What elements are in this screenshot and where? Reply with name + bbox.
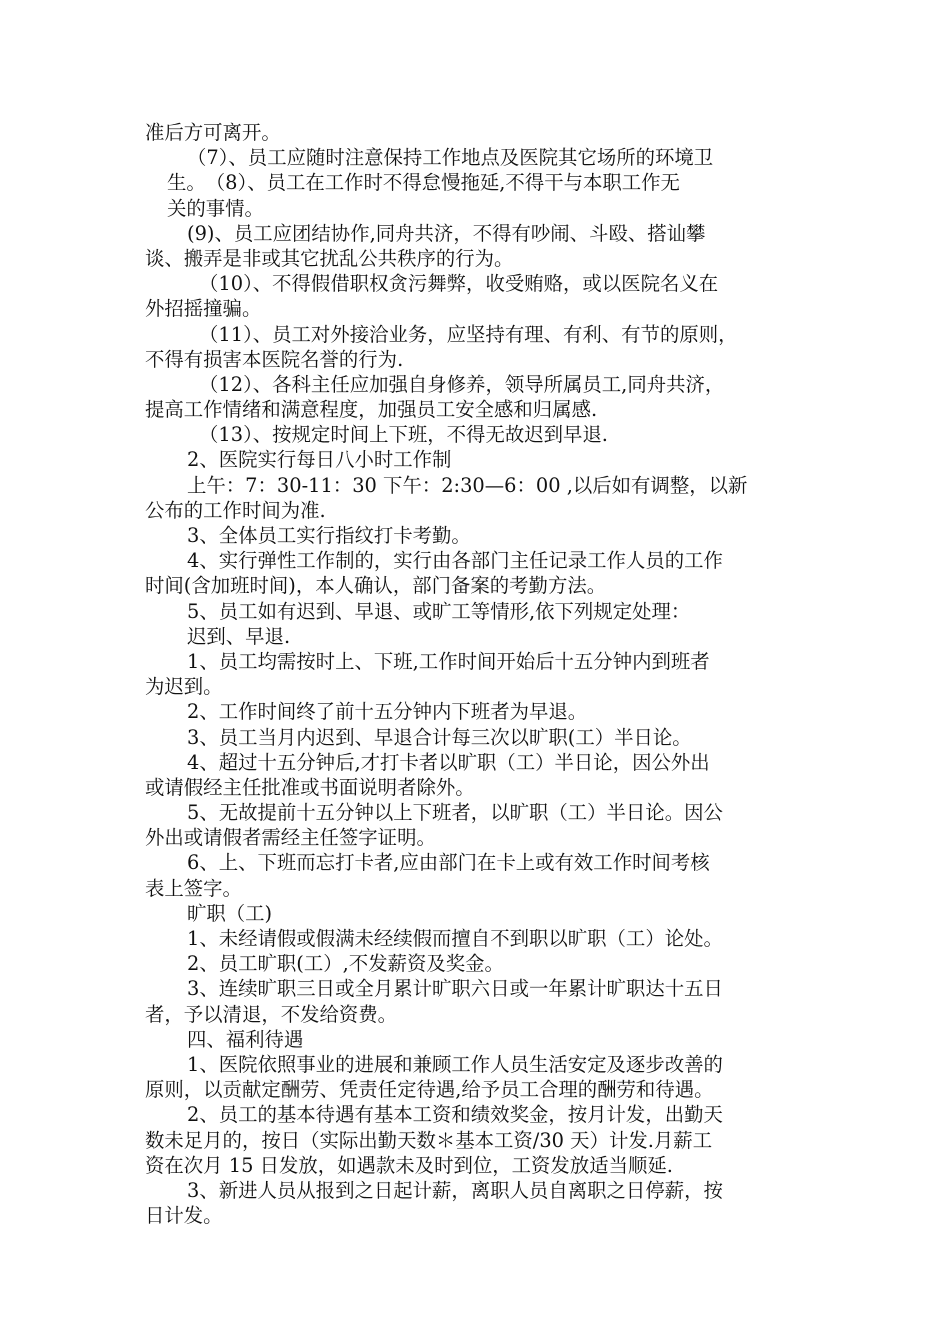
text-line: 2、员工旷职(工）,不发薪资及奖金。 bbox=[187, 952, 504, 976]
text-line: 不得有损害本医院名誉的行为. bbox=[145, 347, 404, 371]
text-line: 2、工作时间终了前十五分钟内下班者为早退。 bbox=[187, 700, 588, 724]
text-line: 者，予以清退，不发给资费。 bbox=[145, 1002, 398, 1026]
text-line: 数未足月的，按日（实际出勤天数＊基本工资/30 天）计发.月薪工 bbox=[145, 1128, 713, 1152]
text-line: 4、超过十五分钟后,才打卡者以旷职（工）半日论，因公外出 bbox=[187, 750, 710, 774]
text-line: 资在次月 15 日发放，如遇款未及时到位，工资发放适当顺延. bbox=[145, 1153, 673, 1177]
text-line: 时间(含加班时间)，本人确认，部门备案的考勤方法。 bbox=[145, 574, 607, 598]
text-line: 6、上、下班而忘打卡者,应由部门在卡上或有效工作时间考核 bbox=[187, 851, 710, 875]
text-line: 2、医院实行每日八小时工作制 bbox=[187, 448, 452, 472]
text-line: 4、实行弹性工作制的，实行由各部门主任记录工作人员的工作 bbox=[187, 549, 723, 573]
text-line: 谈、搬弄是非或其它扰乱公共秩序的行为。 bbox=[145, 246, 514, 270]
text-line: 生。 （8）、员工在工作时不得怠慢拖延,不得干与本职工作无 bbox=[167, 171, 680, 195]
text-line: （11）、员工对外接洽业务，应坚持有理、有利、有节的原则， bbox=[199, 322, 738, 346]
text-line: 准后方可离开。 bbox=[145, 121, 281, 144]
text-line: 5、无故提前十五分钟以上下班者，以旷职（工）半日论。因公 bbox=[187, 801, 723, 825]
text-line: 5、员工如有迟到、早退、或旷工等情形,依下列规定处理： bbox=[187, 599, 691, 623]
text-line: 日计发。 bbox=[145, 1204, 223, 1228]
text-line: 旷职（工) bbox=[187, 901, 273, 925]
text-line: 1、员工均需按时上、下班,工作时间开始后十五分钟内到班者 bbox=[187, 649, 710, 673]
text-line: 表上签字。 bbox=[145, 876, 242, 900]
text-line: 外招摇撞骗。 bbox=[145, 297, 262, 321]
text-line: （13）、按规定时间上下班，不得无故迟到早退. bbox=[199, 423, 608, 447]
text-line: 3、员工当月内迟到、早退合计每三次以旷职(工）半日论。 bbox=[187, 725, 692, 749]
text-line: （12）、各科主任应加强自身修养，领导所属员工,同舟共济， bbox=[199, 372, 725, 396]
text-line: 3、连续旷职三日或全月累计旷职六日或一年累计旷职达十五日 bbox=[187, 977, 723, 1001]
text-line: （10）、不得假借职权贪污舞弊，收受贿赂，或以医院名义在 bbox=[199, 272, 719, 296]
text-line: 1、医院依照事业的进展和兼顾工作人员生活安定及逐步改善的 bbox=[187, 1052, 723, 1076]
text-line: 1、未经请假或假满未经续假而擅自不到职以旷职（工）论处。 bbox=[187, 927, 723, 950]
text-line: （7）、员工应随时注意保持工作地点及医院其它场所的环境卫 bbox=[187, 146, 714, 170]
text-line: 或请假经主任批准或书面说明者除外。 bbox=[145, 775, 475, 799]
text-line: 3、新进人员从报到之日起计薪，离职人员自离职之日停薪，按 bbox=[187, 1178, 723, 1202]
text-line: 四、福利待遇 bbox=[187, 1027, 304, 1051]
text-line: 关的事情。 bbox=[167, 196, 264, 220]
text-line: 外出或请假者需经主任签字证明。 bbox=[145, 826, 436, 850]
text-line: 公布的工作时间为准. bbox=[145, 498, 326, 522]
text-line: 迟到、早退. bbox=[187, 624, 291, 648]
text-line: 3、全体员工实行指纹打卡考勤。 bbox=[187, 524, 471, 547]
text-line: 2、员工的基本待遇有基本工资和绩效奖金，按月计发，出勤天 bbox=[187, 1103, 723, 1127]
text-line: (9)、员工应团结协作,同舟共济，不得有吵闹、斗殴、搭讪攀 bbox=[187, 221, 706, 245]
document-body bbox=[145, 120, 815, 1228]
text-line: 原则，以贡献定酬劳、凭责任定待遇,给予员工合理的酬劳和待遇。 bbox=[145, 1078, 714, 1102]
text-line: 为迟到。 bbox=[145, 675, 223, 699]
text-line: 提高工作情绪和满意程度，加强员工安全感和归属感. bbox=[145, 398, 598, 422]
text-line: 上午：7：30-11：30 下午：2:30—6：00 ,以后如有调整，以新 bbox=[187, 473, 748, 497]
